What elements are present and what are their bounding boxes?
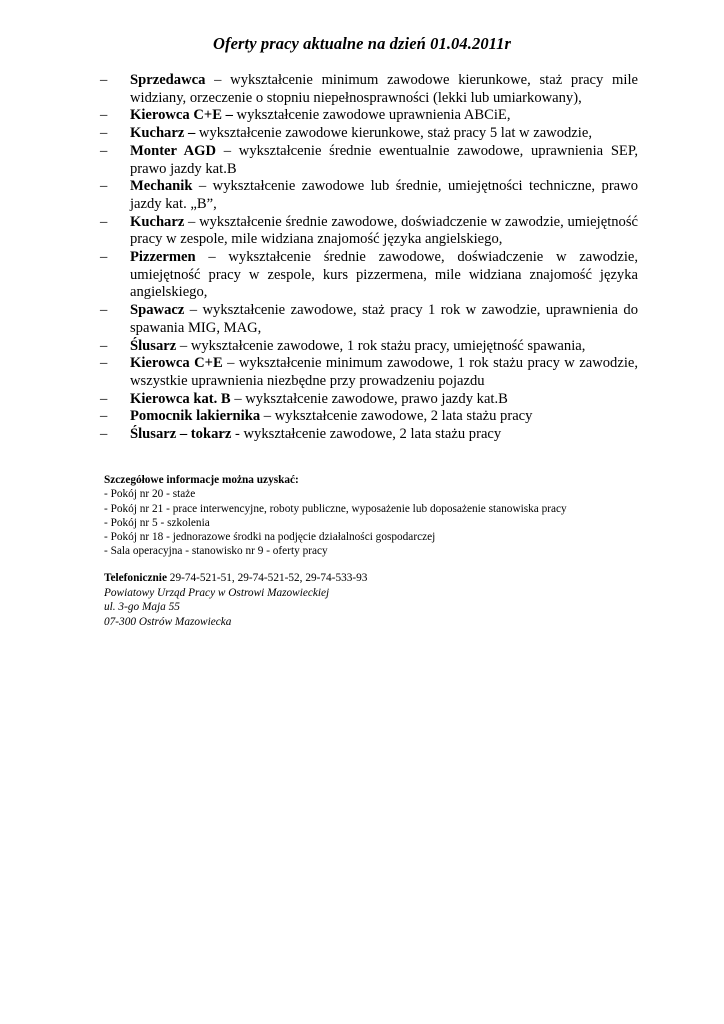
list-dash: –	[100, 302, 108, 319]
city-address: 07-300 Ostrów Mazowiecka	[104, 615, 232, 628]
job-title: Kierowca kat. B	[130, 390, 231, 407]
job-requirements: wykształcenie zawodowe kierunkowe, staż pracy 5 lat w zawodzie,	[195, 125, 592, 142]
job-requirements: – wykształcenie zawodowe, 1 rok stażu pracy, umiejętność spawania,	[176, 337, 586, 354]
list-dash: –	[100, 142, 108, 159]
job-title: Ślusarz	[130, 337, 177, 354]
info-heading: Szczegółowe informacje można uzyskać:	[104, 474, 299, 486]
page-title: Oferty pracy aktualne na dzień 01.04.2011r	[213, 34, 511, 53]
job-offer-item	[100, 214, 638, 249]
list-dash: –	[100, 408, 108, 425]
list-dash: –	[100, 337, 108, 354]
list-dash: –	[100, 178, 108, 195]
job-title: Ślusarz – tokarz	[130, 426, 232, 443]
job-title: Monter AGD	[130, 142, 217, 159]
street-address: ul. 3-go Maja 55	[104, 601, 180, 614]
list-dash: –	[100, 390, 108, 407]
phone-numbers: 29-74-521-51, 29-74-521-52, 29-74-533-93	[166, 572, 368, 584]
contact-section	[104, 571, 664, 629]
job-offer-item	[100, 125, 638, 143]
job-title: Pizzermen	[130, 249, 196, 266]
phone-line	[104, 571, 664, 586]
job-offer-item	[100, 426, 638, 444]
job-offer-item	[100, 302, 638, 337]
list-dash: –	[100, 72, 108, 88]
job-offer-item	[100, 249, 638, 302]
phone-label: Telefonicznie	[104, 572, 167, 584]
job-offers-list	[100, 72, 638, 444]
info-item: - Pokój nr 20 - staże	[104, 488, 196, 501]
job-requirements: – wykształcenie średnie zawodowe, doświadczenie w zawodzie, umiejętność pracy w zespole, kurs pizzermena, mile widziana znajomość języka angielskiego,	[130, 249, 638, 301]
job-requirements: – wykształcenie zawodowe, staż pracy 1 rok w zawodzie, uprawnienia do spawania MIG, MAG,	[130, 302, 638, 336]
job-requirements: – wykształcenie zawodowe lub średnie, umiejętności techniczne, prawo jazdy kat. „B”,	[130, 178, 638, 212]
list-dash: –	[100, 426, 108, 443]
job-requirements: - wykształcenie zawodowe, 2 lata stażu pracy	[231, 426, 502, 443]
job-title: Mechanik	[130, 178, 193, 195]
job-offer-item	[100, 408, 638, 426]
info-item: - Pokój nr 18 - jednorazowe środki na podjęcie działalności gospodarczej	[104, 531, 436, 544]
job-requirements: – wykształcenie minimum zawodowe kierunkowe, staż pracy mile widziany, orzeczenie o stopniu niepełnosprawności (lekki lub umiarkowany),	[130, 72, 638, 106]
office-name: Powiatowy Urząd Pracy w Ostrowi Mazowieckiej	[104, 586, 330, 599]
job-requirements: – wykształcenie zawodowe, 2 lata stażu pracy	[260, 408, 533, 425]
job-title: Sprzedawca	[130, 72, 206, 88]
job-requirements: – wykształcenie minimum zawodowe, 1 rok stażu pracy w zawodzie, wszystkie uprawnienia niezbędne przy prowadzeniu pojazdu	[130, 355, 638, 389]
info-item: - Pokój nr 21 - prace interwencyjne, roboty publiczne, wyposażenie lub doposażenie stanowiska pracy	[104, 502, 567, 515]
list-dash: –	[100, 355, 108, 372]
job-title: Kucharz	[130, 213, 185, 230]
job-title: Kierowca C+E	[130, 355, 223, 372]
job-offer-item	[100, 72, 638, 107]
info-section	[104, 473, 664, 559]
job-title: Pomocnik lakiernika	[130, 408, 261, 425]
job-title: Spawacz	[130, 302, 185, 319]
job-offer-item	[100, 143, 638, 178]
job-title: Kierowca C+E –	[130, 107, 233, 124]
list-dash: –	[100, 125, 108, 142]
info-item: - Sala operacyjna - stanowisko nr 9 - oferty pracy	[104, 545, 328, 558]
list-dash: –	[100, 249, 108, 266]
job-requirements: – wykształcenie zawodowe, prawo jazdy kat.B	[230, 390, 508, 407]
job-offer-item	[100, 391, 638, 409]
job-offer-item	[100, 338, 638, 356]
job-offer-item	[100, 355, 638, 390]
list-dash: –	[100, 213, 108, 230]
job-offer-item	[100, 178, 638, 213]
job-title: Kucharz –	[130, 125, 196, 142]
job-requirements: wykształcenie zawodowe uprawnienia ABCiE,	[232, 107, 511, 124]
list-dash: –	[100, 107, 108, 124]
job-offer-item	[100, 107, 638, 125]
info-item: - Pokój nr 5 - szkolenia	[104, 516, 210, 529]
job-requirements: – wykształcenie średnie zawodowe, doświadczenie w zawodzie, umiejętność pracy w zespole, mile widziana znajomość języka angielskiego,	[130, 213, 638, 248]
job-requirements: – wykształcenie średnie ewentualnie zawodowe, uprawnienia SEP, prawo jazdy kat.B	[130, 142, 638, 177]
